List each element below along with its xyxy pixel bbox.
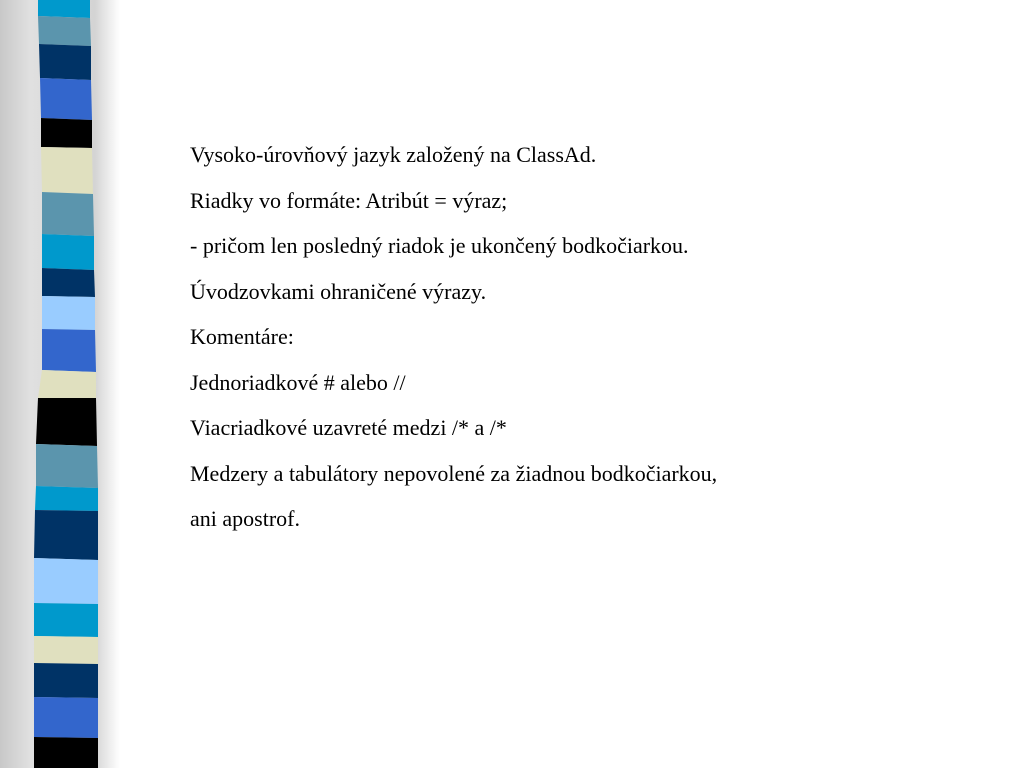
stripe-block (42, 234, 94, 270)
body-line: Vysoko-úrovňový jazyk založený na ClassAd. (190, 142, 597, 167)
stripe-block (34, 558, 98, 604)
stripe-block (41, 118, 92, 148)
stripe-block (36, 444, 98, 488)
body-line: - pričom len posledný riadok je ukončený bodkočiarkou. (190, 233, 689, 258)
stripe-block (41, 147, 93, 194)
stripe-block (34, 510, 98, 560)
stripe-block (42, 192, 94, 236)
stripe-block (34, 737, 98, 768)
stripe-block (40, 78, 92, 120)
stripe-block (34, 636, 98, 664)
body-line: Komentáre: (190, 324, 294, 349)
stripe-block (35, 486, 98, 511)
stripe-block (42, 296, 95, 330)
body-line: Viacriadkové uzavreté medzi /* a /* (190, 415, 507, 440)
slide-body (190, 142, 990, 552)
body-line: Riadky vo formáte: Atribút = výraz; (190, 187, 508, 213)
stripe-block (34, 663, 98, 698)
stripe-block (36, 398, 97, 446)
stripe-block (39, 44, 91, 80)
decorative-stripe-bar (32, 0, 104, 768)
stripe-block (42, 329, 96, 372)
stripe-block (38, 370, 96, 398)
body-line: Úvodzovkami ohraničené výrazy. (190, 278, 487, 304)
stripe-block (34, 697, 98, 738)
stripe-block (42, 268, 95, 297)
stripe-block (38, 0, 90, 18)
stripe-blocks (32, 0, 104, 768)
body-line: ani apostrof. (190, 506, 300, 531)
stripe-block (34, 603, 98, 637)
body-line: Medzery a tabulátory nepovolené za žiadnou bodkočiarkou, (190, 460, 718, 486)
stripe-block (38, 16, 91, 46)
body-line: Jednoriadkové # alebo // (190, 369, 406, 395)
